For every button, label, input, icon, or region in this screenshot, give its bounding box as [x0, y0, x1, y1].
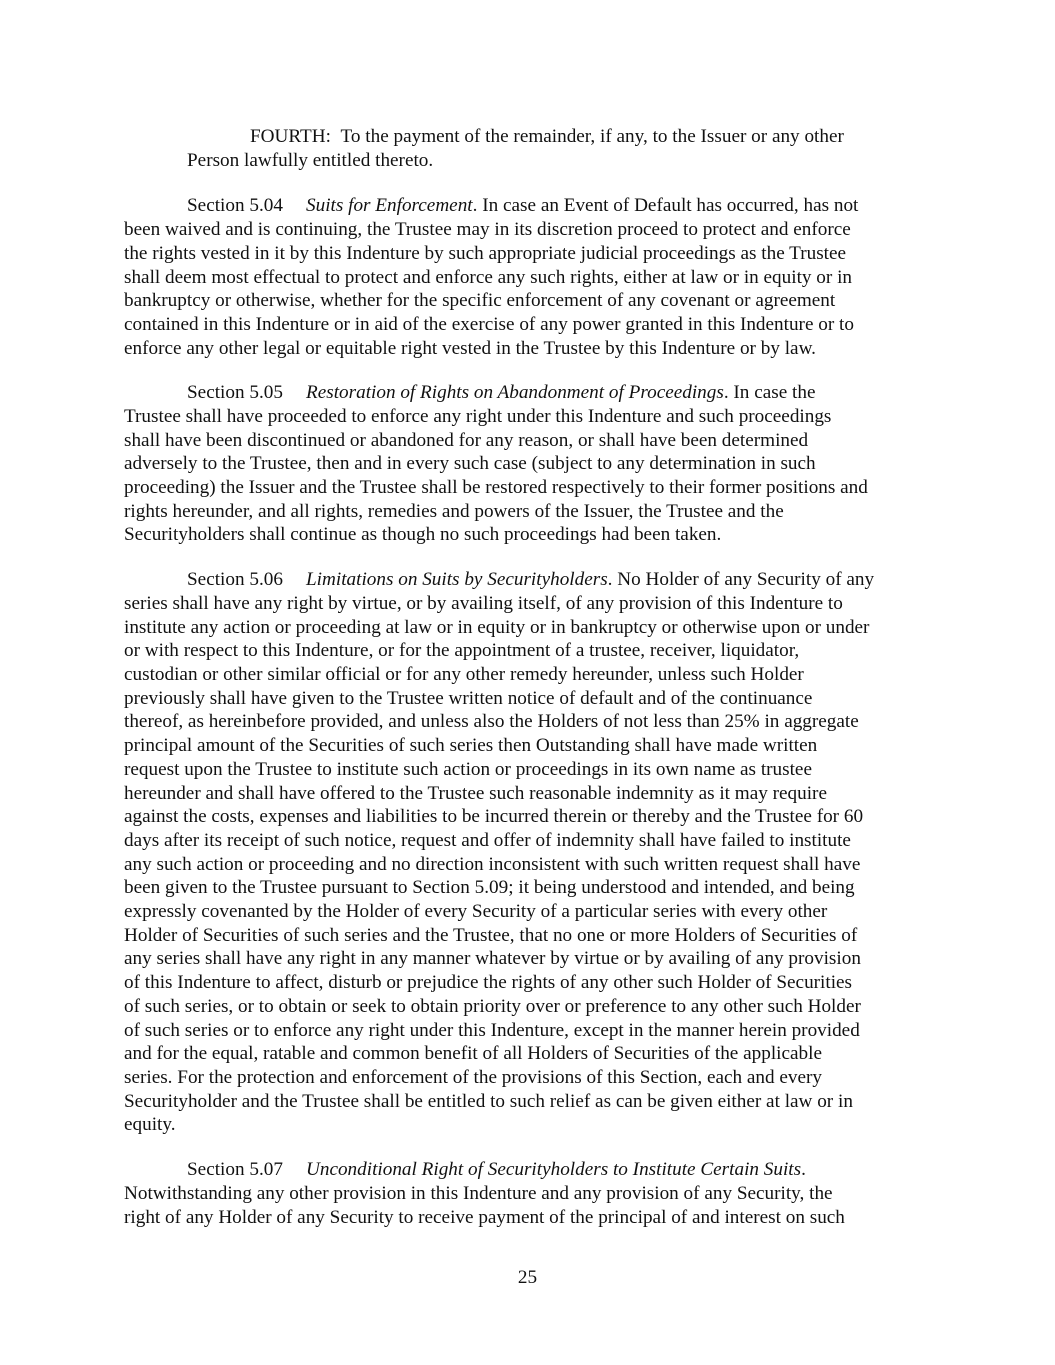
section-5-06-line: principal amount of the Securities of such series then Outstanding shall have made written	[124, 735, 818, 756]
section-5-05-line: rights hereunder, and all rights, remedies and powers of the Issuer, the Trustee and the	[124, 501, 784, 522]
section-5-07-line: Notwithstanding any other provision in this Indenture and any provision of any Security, the	[124, 1183, 833, 1204]
section-5-06-line: equity.	[124, 1114, 176, 1135]
section-5-04-line: been waived and is continuing, the Trustee may in its discretion proceed to protect and enforce	[124, 219, 851, 240]
section-5-05-line: shall have been discontinued or abandoned for any reason, or shall have been determined	[124, 430, 809, 451]
section-5-06-line: or with respect to this Indenture, or for the appointment of a trustee, receiver, liquidator,	[124, 640, 800, 661]
section-5-04-line: contained in this Indenture or in aid of the exercise of any power granted in this Indenture or to	[124, 314, 854, 335]
section-5-06-line: of such series, or to obtain or seek to obtain priority over or preference to any other such Holder	[124, 996, 861, 1017]
section-5-06-line: been given to the Trustee pursuant to Section 5.09; it being understood and intended, and being	[124, 877, 855, 898]
section-5-06-line: any such action or proceeding and no direction inconsistent with such written request shall have	[124, 854, 861, 875]
section-5-06-number: Section 5.06	[187, 569, 283, 590]
section-5-07-number: Section 5.07	[187, 1159, 283, 1180]
section-5-05-line: Trustee shall have proceeded to enforce any right under this Indenture and such proceedings	[124, 406, 832, 427]
section-5-06-line: previously shall have given to the Trustee written notice of default and of the continuance	[124, 688, 813, 709]
section-5-06-line: series. For the protection and enforcement of the provisions of this Section, each and every	[124, 1067, 823, 1088]
section-5-05-line: adversely to the Trustee, then and in every such case (subject to any determination in such	[124, 453, 816, 474]
section-5-06-line: days after its receipt of such notice, request and offer of indemnity shall have failed to institute	[124, 830, 851, 851]
section-5-07-lead: .	[801, 1159, 806, 1180]
fourth-first-line	[250, 125, 844, 149]
section-5-04-line: bankruptcy or otherwise, whether for the specific enforcement of any covenant or agreement	[124, 290, 836, 311]
section-5-06-line: thereof, as hereinbefore provided, and unless also the Holders of not less than 25% in aggregate	[124, 711, 859, 732]
section-5-05-line: proceeding) the Issuer and the Trustee shall be restored respectively to their former positions and	[124, 477, 868, 498]
section-5-06-line: Securityholder and the Trustee shall be entitled to such relief as can be given either at law or in	[124, 1091, 853, 1112]
section-5-06-line: institute any action or proceeding at law or in equity or in bankruptcy or otherwise upon or under	[124, 617, 870, 638]
section-5-06-line: custodian or other similar official or for any other remedy hereunder, unless such Holder	[124, 664, 804, 685]
section-5-05-title: Restoration of Rights on Abandonment of Proceedings	[306, 382, 724, 403]
section-5-07-line: right of any Holder of any Security to receive payment of the principal of and interest on such	[124, 1207, 845, 1228]
section-5-07-title: Unconditional Right of Securityholders to Institute Certain Suits	[306, 1159, 802, 1180]
section-5-04-lead: . In case an Event of Default has occurred, has not	[472, 195, 859, 216]
section-5-04-number: Section 5.04	[187, 195, 283, 216]
section-5-06-line: against the costs, expenses and liabilities to be incurred therein or thereby and the Trustee for 60	[124, 806, 864, 827]
section-5-06-line: of this Indenture to affect, disturb or prejudice the rights of any other such Holder of Securities	[124, 972, 853, 993]
section-5-06-line: series shall have any right by virtue, or by availing itself, of any provision of this Indenture to	[124, 593, 843, 614]
section-5-07-heading-line	[187, 1158, 806, 1182]
section-5-06-line: Holder of Securities of such series and the Trustee, that no one or more Holders of Securities of	[124, 925, 858, 946]
fourth-continuation-line: Person lawfully entitled thereto.	[187, 150, 434, 171]
fourth-label: FOURTH:	[250, 126, 331, 147]
section-5-06-line: expressly covenanted by the Holder of every Security of a particular series with every other	[124, 901, 828, 922]
section-5-04-line: shall deem most effectual to protect and enforce any such rights, either at law or in equity or in	[124, 267, 853, 288]
section-5-05-lead: . In case the	[723, 382, 816, 403]
section-5-04-line: the rights vested in it by this Indenture by such appropriate judicial proceedings as the Trustee	[124, 243, 847, 264]
fourth-text: To the payment of the remainder, if any, to the Issuer or any other	[340, 126, 844, 147]
section-5-06-heading-line	[187, 568, 874, 592]
section-5-06-line: any series shall have any right in any manner whatever by virtue or by availing of any provision	[124, 948, 861, 969]
section-5-04-title: Suits for Enforcement	[306, 195, 473, 216]
section-5-06-line: of such series or to enforce any right under this Indenture, except in the manner herein provided	[124, 1020, 860, 1041]
section-5-06-line: and for the equal, ratable and common benefit of all Holders of Securities of the applicable	[124, 1043, 822, 1064]
section-5-04-heading-line	[187, 194, 858, 218]
section-5-06-title: Limitations on Suits by Securityholders	[306, 569, 608, 590]
section-5-06-line: request upon the Trustee to institute such action or proceedings in its own name as trustee	[124, 759, 812, 780]
section-5-05-line: Securityholders shall continue as though no such proceedings had been taken.	[124, 524, 722, 545]
section-5-05-number: Section 5.05	[187, 382, 283, 403]
section-5-04-line: enforce any other legal or equitable right vested in the Trustee by this Indenture or by law.	[124, 338, 816, 359]
section-5-05-heading-line	[187, 381, 815, 405]
page-number: 25	[517, 1267, 538, 1288]
section-5-06-line: hereunder and shall have offered to the Trustee such reasonable indemnity as it may require	[124, 783, 827, 804]
section-5-06-lead: . No Holder of any Security of any	[607, 569, 875, 590]
